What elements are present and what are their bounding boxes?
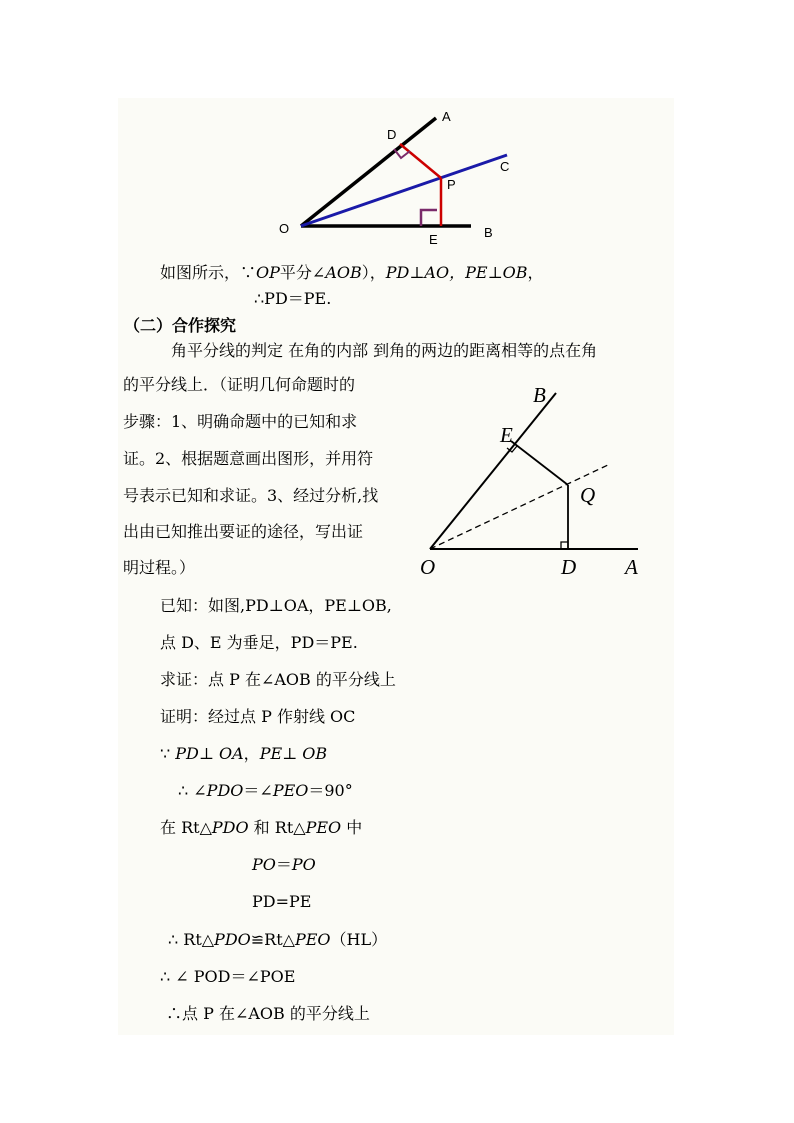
section-heading: （二）合作探究 xyxy=(124,316,237,335)
label-q: Q xyxy=(580,483,596,507)
para-line-7: 明过程。） xyxy=(123,558,196,577)
label-o: O xyxy=(420,555,436,579)
given-line-1: 已知：如图,PD⊥OA，PE⊥OB, xyxy=(160,596,392,615)
bisector-theorem-figure xyxy=(410,380,670,580)
label-d: D xyxy=(387,127,397,142)
label-b: B xyxy=(484,225,493,240)
label-o: O xyxy=(279,221,290,236)
proof-conclusion: ∴点 P 在∠AOB 的平分线上 xyxy=(166,1004,370,1023)
para-line-2: 的平分线上．（证明几何命题时的 xyxy=(123,375,356,394)
label-b: B xyxy=(533,383,546,407)
label-d: D xyxy=(561,555,577,579)
label-p: P xyxy=(447,177,456,192)
para-line-3: 步骤：1、明确命题中的已知和求 xyxy=(123,412,358,431)
angle-bisector-figure xyxy=(270,104,530,254)
label-a: A xyxy=(625,555,638,579)
label-a: A xyxy=(442,109,451,124)
right-angle-mark-d xyxy=(561,542,568,549)
given-line-2: 点 D、E 为垂足，PD＝PE. xyxy=(160,633,358,652)
label-e: E xyxy=(500,423,513,447)
segment-pd xyxy=(400,144,441,178)
ray-oa xyxy=(301,118,436,226)
para-line-6: 出由已知推出要证的途径，写出证 xyxy=(123,522,364,541)
label-c: C xyxy=(500,159,510,174)
label-e: E xyxy=(429,232,438,247)
segment-qe xyxy=(511,441,568,485)
proof-step-1: ∵ PD⊥ OA，PE⊥ OB xyxy=(160,744,328,763)
proof-step-6: ∴ Rt△PDO≌Rt△PEO（HL） xyxy=(168,930,388,949)
proof-step-2: ∴ ∠PDO＝∠PEO＝90° xyxy=(178,781,353,800)
proof-step-5: PD=PE xyxy=(252,892,312,911)
proof-step-7: ∴ ∠ POD＝∠POE xyxy=(160,967,296,986)
para-line-1: 角平分线的判定 在角的内部 到角的两边的距离相等的点在角 xyxy=(171,341,598,360)
ray-ob xyxy=(430,393,556,549)
prove-line: 求证：点 P 在∠AOB 的平分线上 xyxy=(160,670,396,689)
proof-step-4: PO＝PO xyxy=(252,855,316,874)
intro-line-1: 如图所示，∵OP平分∠AOB），PD⊥AO，PE⊥OB， xyxy=(160,263,544,282)
intro-line-2: ∴PD＝PE. xyxy=(254,289,332,308)
para-line-5: 号表示已知和求证。3、经过分析,找 xyxy=(123,486,379,505)
proof-start-line: 证明：经过点 P 作射线 OC xyxy=(160,707,356,726)
right-angle-mark-e xyxy=(421,210,437,226)
ray-oc xyxy=(301,155,510,226)
para-line-4: 证。2、根据题意画出图形，并用符 xyxy=(123,449,374,468)
proof-step-3: 在 Rt△PDO 和 Rt△PEO 中 xyxy=(160,818,363,837)
